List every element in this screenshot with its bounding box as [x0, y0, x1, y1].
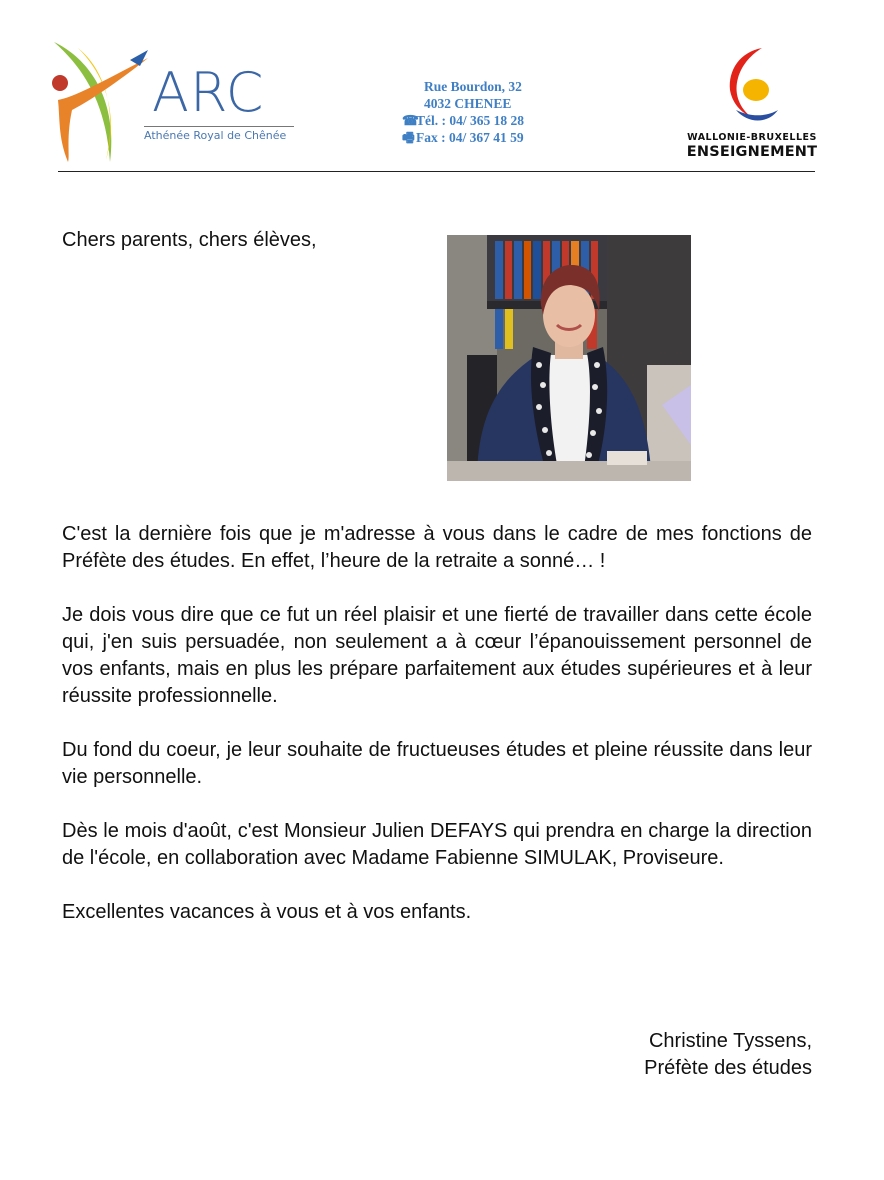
letter-signature: [560, 1028, 812, 1082]
portrait-photo: [447, 235, 691, 481]
letter-body: [62, 521, 812, 953]
letter-paragraph: C'est la dernière fois que je m'adresse à vous dans le cadre de mes fonctions de Préfète des études. En effet, l’heure de la retraite a sonné… !: [62, 523, 812, 572]
arc-swoosh-icon: [48, 38, 158, 166]
letter-paragraph: Excellentes vacances à vous et à vos enfants.: [62, 901, 472, 923]
address-street: Rue Bourdon, 32: [424, 79, 522, 94]
telephone-icon: ☎: [402, 113, 419, 128]
address-fax-line: [390, 129, 590, 146]
address-phone: Tél. : 04/ 365 18 28: [416, 113, 524, 128]
header-divider: [58, 171, 815, 172]
wallonie-bruxelles-enseignement-logo: [686, 44, 818, 164]
arc-acronym: ARC: [152, 61, 265, 124]
address-fax: Fax : 04/ 367 41 59: [416, 130, 524, 145]
portrait-image: [447, 235, 691, 481]
fax-icon: 🖷: [402, 130, 415, 145]
wbe-line1: WALLONIE-BRUXELLES: [687, 132, 817, 143]
arc-subtitle: Athénée Royal de Chênée: [144, 129, 287, 142]
letter-paragraph: Du fond du coeur, je leur souhaite de fructueuses études et pleine réussite dans leur vie personnelle.: [62, 739, 812, 788]
arc-school-logo: [48, 38, 298, 166]
school-address: [390, 78, 590, 146]
address-city: 4032 CHENEE: [424, 96, 512, 111]
arc-logo-divider: [144, 126, 294, 127]
wbe-line2: ENSEIGNEMENT: [686, 144, 818, 160]
letter-paragraph: Je dois vous dire que ce fut un réel plaisir et une fierté de travailler dans cette école qui, j'en suis persuadée, non seulement a à cœur l’épanouissement personnel de vos enfants, mais en plus les prépare parfaitement aux études supérieures et à leur réussite professionnelle.: [62, 604, 812, 707]
address-phone-line: [390, 112, 590, 129]
letterhead: [0, 0, 884, 175]
wbe-emblem-icon: [722, 44, 782, 128]
signature-name: Christine Tyssens,: [648, 1030, 812, 1052]
letter-salutation: Chers parents, chers élèves,: [62, 229, 317, 251]
letter-paragraph: Dès le mois d'août, c'est Monsieur Julien DEFAYS qui prendra en charge la direction de l'école, en collaboration avec Madame Fabienne SIMULAK, Proviseure.: [62, 820, 812, 869]
signature-title: Préfète des études: [644, 1057, 812, 1079]
